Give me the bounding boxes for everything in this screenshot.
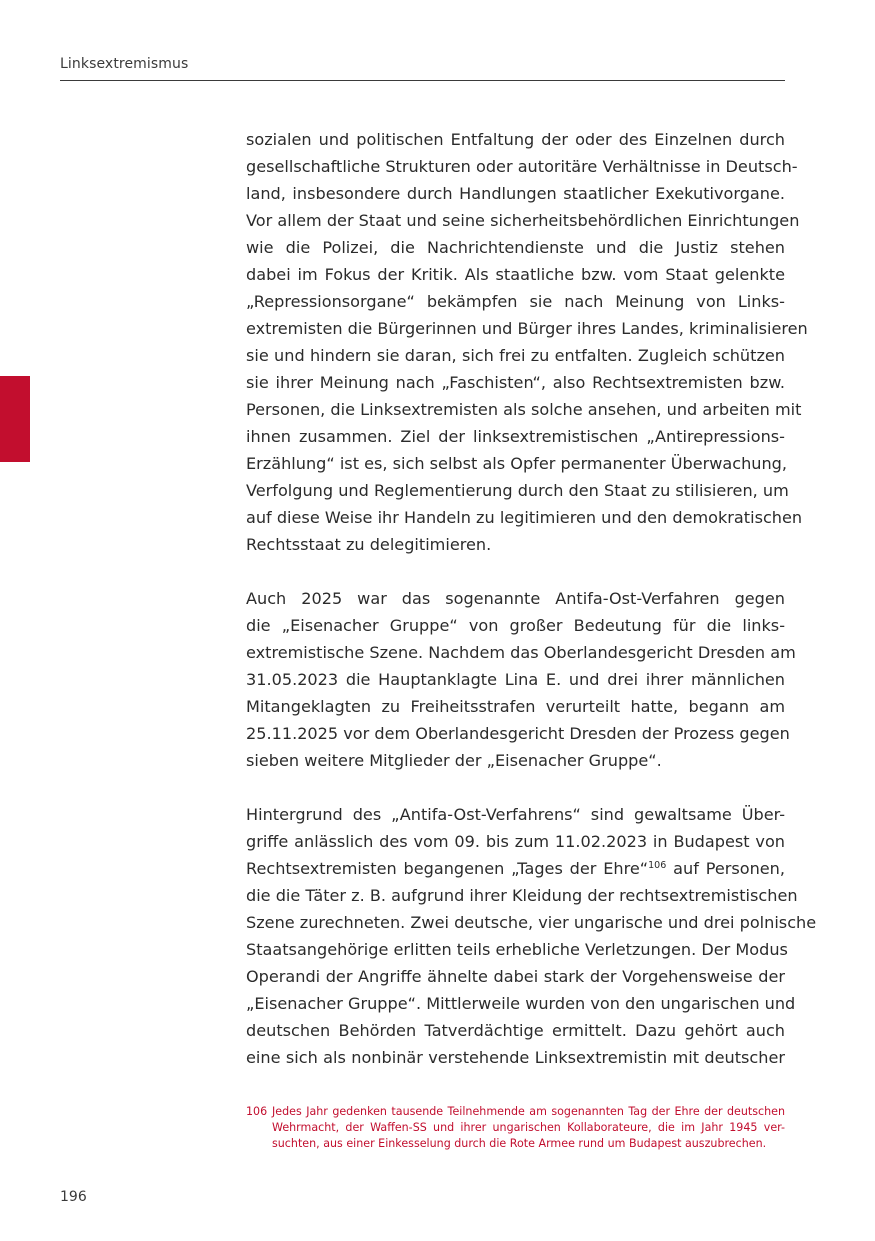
text-segment: auf Personen, <box>666 859 786 878</box>
running-header <box>60 56 785 81</box>
text-line: Hintergrund des „Antifa-Ost-Verfahrens“ sind gewaltsame Über- <box>246 805 785 824</box>
text-line: 31.05.2023 die Hauptanklagte Lina E. und drei ihrer männlichen <box>246 670 785 689</box>
text-line: extremisten die Bürgerinnen und Bürger ihres Landes, kriminalisieren <box>246 319 808 338</box>
text-line: gesellschaftliche Strukturen oder autoritäre Verhältnisse in Deutsch- <box>246 157 798 176</box>
text-line: Rechtsstaat zu delegitimieren. <box>246 535 492 554</box>
text-line: 25.11.2025 vor dem Oberlandesgericht Dresden der Prozess gegen <box>246 724 790 743</box>
paragraph-gap <box>246 774 785 801</box>
text-line: auf diese Weise ihr Handeln zu legitimieren und den demokratischen <box>246 508 803 527</box>
text-line: wie die Polizei, die Nachrichtendienste und die Justiz stehen <box>246 238 785 257</box>
paragraph-gap <box>246 558 785 585</box>
text-line: Mitangeklagten zu Freiheitsstrafen verurteilt hatte, begann am <box>246 697 785 716</box>
text-line: sozialen und politischen Entfaltung der oder des Einzelnen durch <box>246 130 785 149</box>
text-line: sie ihrer Meinung nach „Faschisten“, also Rechtsextremisten bzw. <box>246 373 785 392</box>
header-title: Linksextremismus <box>60 56 189 72</box>
page-number: 196 <box>60 1189 87 1205</box>
text-line: Staatsangehörige erlitten teils erhebliche Verletzungen. Der Modus <box>246 940 788 959</box>
footnote-text: Jedes Jahr gedenken tausende Teilnehmende am sogenannten Tag der Ehre der deutschen <box>272 1105 785 1118</box>
text-segment: Rechtsextremisten begangenen „Tages der Ehre“ <box>246 859 649 878</box>
text-line: land, insbesondere durch Handlungen staatlicher Exekutivorgane. <box>246 184 785 203</box>
footnote-reference[interactable]: 106 <box>648 860 667 871</box>
footnote-number: 106 <box>246 1105 268 1118</box>
text-line: sieben weitere Mitglieder der „Eisenacher Gruppe“. <box>246 751 662 770</box>
paragraph <box>246 126 808 558</box>
text-line: Auch 2025 war das sogenannte Antifa-Ost-Verfahren gegen <box>246 589 785 608</box>
text-line: Vor allem der Staat und seine sicherheitsbehördlichen Einrichtungen <box>246 211 800 230</box>
text-line: deutschen Behörden Tatverdächtige ermittelt. Dazu gehört auch <box>246 1021 785 1040</box>
footnote-line <box>246 1104 785 1120</box>
body-text <box>246 126 817 1071</box>
text-line: griffe anlässlich des vom 09. bis zum 11.02.2023 in Budapest von <box>246 832 785 851</box>
text-line: die „Eisenacher Gruppe“ von großer Bedeutung für die links- <box>246 616 785 635</box>
text-line: extremistische Szene. Nachdem das Oberlandesgericht Dresden am <box>246 643 796 662</box>
footnote-line: suchten, aus einer Einkesselung durch die Rote Armee rund um Budapest auszubrechen. <box>272 1137 767 1150</box>
text-line: Operandi der Angriffe ähnelte dabei stark der Vorgehensweise der <box>246 967 785 986</box>
paragraph <box>246 801 817 1071</box>
text-line: ihnen zusammen. Ziel der linksextremistischen „Antirepressions- <box>246 427 785 446</box>
text-line: Verfolgung und Reglementierung durch den Staat zu stilisieren, um <box>246 481 789 500</box>
text-line: sie und hindern sie daran, sich frei zu entfalten. Zugleich schützen <box>246 346 785 365</box>
text-line: dabei im Fokus der Kritik. Als staatliche bzw. vom Staat gelenkte <box>246 265 785 284</box>
text-line-with-footnote-ref <box>246 855 785 882</box>
text-line: Personen, die Linksextremisten als solche ansehen, und arbeiten mit <box>246 400 802 419</box>
text-line: die die Täter z. B. aufgrund ihrer Kleidung der rechtsextremistischen <box>246 886 798 905</box>
footnote <box>246 1104 785 1152</box>
footnote-line: Wehrmacht, der Waffen-SS und ihrer ungarischen Kollaborateure, die im Jahr 1945 ver- <box>272 1121 785 1134</box>
text-line: „Eisenacher Gruppe“. Mittlerweile wurden von den ungarischen und <box>246 994 796 1013</box>
text-line: „Repressionsorgane“ bekämpfen sie nach Meinung von Links- <box>246 292 785 311</box>
text-line: eine sich als nonbinär verstehende Linksextremistin mit deutscher <box>246 1048 785 1067</box>
chapter-marker <box>0 376 30 462</box>
paragraph <box>246 585 796 774</box>
text-line: Erzählung“ ist es, sich selbst als Opfer permanenter Überwachung, <box>246 454 788 473</box>
text-line: Szene zurechneten. Zwei deutsche, vier ungarische und drei polnische <box>246 913 817 932</box>
